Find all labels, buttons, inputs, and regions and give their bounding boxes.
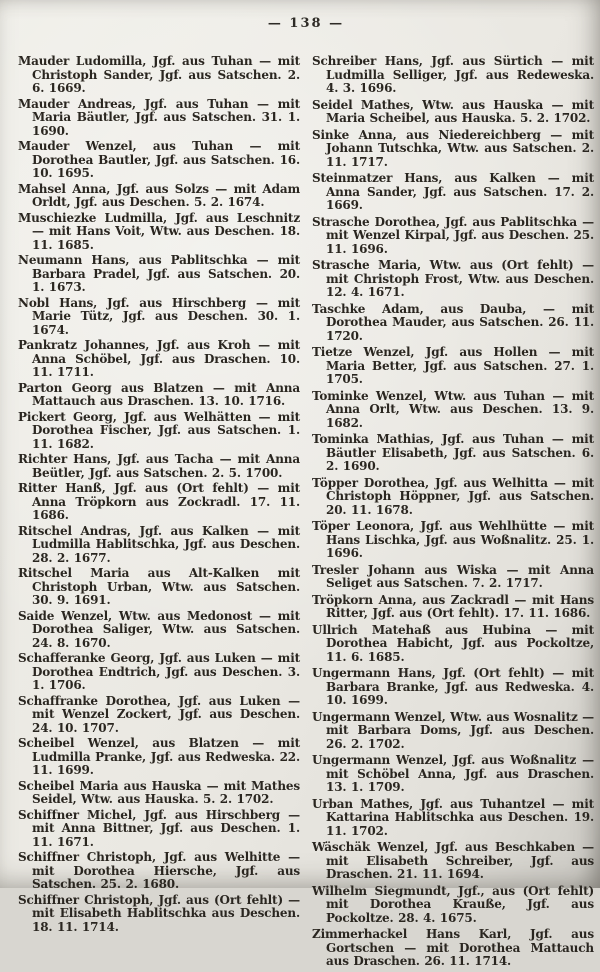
register-entry: Mauder Ludomilla, Jgf. aus Tuhan — mit Christoph Sander, Jgf. aus Satschen. 2. 6. 1669. <box>18 55 300 96</box>
register-entry: Schiffner Christoph, Jgf. aus (Ort fehlt) — mit Elisabeth Hablitschka aus Deschen. 18. 11. 1714. <box>18 894 300 935</box>
register-entry: Pankratz Johannes, Jgf. aus Kroh — mit Anna Schöbel, Jgf. aus Draschen. 10. 11. 1711. <box>18 339 300 380</box>
register-entry: Saide Wenzel, Wtw. aus Medonost — mit Dorothea Saliger, Wtw. aus Satschen. 24. 8. 1670. <box>18 610 300 651</box>
page-number: — 138 — <box>0 16 600 31</box>
register-entry: Strasche Maria, Wtw. aus (Ort fehlt) — mit Christoph Frost, Wtw. aus Deschen. 12. 4. 1671. <box>312 259 594 300</box>
register-entry: Seidel Mathes, Wtw. aus Hauska — mit Maria Scheibel, aus Hauska. 5. 2. 1702. <box>312 99 594 126</box>
register-entry: Ullrich Matehaß aus Hubina — mit Dorothea Habicht, Jgf. aus Pockoltze, 11. 6. 1685. <box>312 624 594 665</box>
register-entry: Scheibel Maria aus Hauska — mit Mathes Seidel, Wtw. aus Hauska. 5. 2. 1702. <box>18 780 300 807</box>
register-entry: Schaffranke Dorothea, Jgf. aus Luken — mit Wenzel Zockert, Jgf. aus Deschen. 24. 10. 1707. <box>18 695 300 736</box>
register-entry: Schiffner Christoph, Jgf. aus Welhitte — mit Dorothea Hiersche, Jgf. aus Satschen. 25. 2. 1680. <box>18 851 300 892</box>
register-entry: Muschiezke Ludmilla, Jgf. aus Leschnitz — mit Hans Voit, Wtw. aus Deschen. 18. 11. 1685. <box>18 212 300 253</box>
register-entry: Ungermann Wenzel, Wtw. aus Wosnalitz — mit Barbara Doms, Jgf. aus Deschen. 26. 2. 1702. <box>312 711 594 752</box>
left-column <box>18 55 300 972</box>
register-entry: Mahsel Anna, Jgf. aus Solzs — mit Adam Orldt, Jgf. aus Deschen. 5. 2. 1674. <box>18 183 300 210</box>
register-entry: Wäschäk Wenzel, Jgf. aus Beschkaben — mit Elisabeth Schreiber, Jgf. aus Draschen. 21. 11. 1694. <box>312 841 594 882</box>
register-entry: Tominka Mathias, Jgf. aus Tuhan — mit Bäutler Elisabeth, Jgf. aus Satschen. 6. 2. 1690. <box>312 433 594 474</box>
register-entry: Strasche Dorothea, Jgf. aus Pablitschka — mit Wenzel Kirpal, Jgf. aus Deschen. 25. 11. 1696. <box>312 216 594 257</box>
register-entry: Tietze Wenzel, Jgf. aus Hollen — mit Maria Better, Jgf. aus Satschen. 27. 1. 1705. <box>312 346 594 387</box>
register-entry: Ungermann Hans, Jgf. (Ort fehlt) — mit Barbara Branke, Jgf. aus Redweska. 4. 10. 1699. <box>312 667 594 708</box>
register-entry: Parton Georg aus Blatzen — mit Anna Mattauch aus Draschen. 13. 10. 1716. <box>18 382 300 409</box>
register-entry: Ritschel Andras, Jgf. aus Kalken — mit Ludmilla Hablitschka, Jgf. aus Deschen. 28. 2. 1677. <box>18 525 300 566</box>
register-entry: Tresler Johann aus Wiska — mit Anna Seliget aus Satschen. 7. 2. 1717. <box>312 564 594 591</box>
register-entry: Urban Mathes, Jgf. aus Tuhantzel — mit Kattarina Hablitschka aus Deschen. 19. 11. 1702. <box>312 798 594 839</box>
register-entry: Neumann Hans, aus Pablitschka — mit Barbara Pradel, Jgf. aus Satschen. 20. 1. 1673. <box>18 254 300 295</box>
register-entry: Wilhelm Siegmundt, Jgf., aus (Ort fehlt) mit Dorothea Krauße, Jgf. aus Pockoltze. 28. 4. 1675. <box>312 885 594 926</box>
register-entry: Tröpkorn Anna, aus Zackradl — mit Hans Ritter, Jgf. aus (Ort fehlt). 17. 11. 1686. <box>312 594 594 621</box>
register-entry: Ritschel Maria aus Alt-Kalken mit Christoph Urban, Wtw. aus Satschen. 30. 9. 1691. <box>18 567 300 608</box>
register-entry: Schafferanke Georg, Jgf. aus Luken — mit Dorothea Endtrich, Jgf. aus Deschen. 3. 1. 1706. <box>18 652 300 693</box>
register-entry: Taschke Adam, aus Dauba, — mit Dorothea Mauder, aus Satschen. 26. 11. 1720. <box>312 303 594 344</box>
register-entry: Schiffner Michel, Jgf. aus Hirschberg — mit Anna Bittner, Jgf. aus Deschen. 1. 11. 1671. <box>18 809 300 850</box>
register-entry: Ungermann Wenzel, Jgf. aus Woßnalitz — mit Schöbel Anna, Jgf. aus Draschen. 13. 1. 1709. <box>312 754 594 795</box>
right-column <box>312 55 594 972</box>
register-entry: Mauder Wenzel, aus Tuhan — mit Dorothea Bautler, Jgf. aus Satschen. 16. 10. 1695. <box>18 140 300 181</box>
register-entry: Zimmerhackel Hans Karl, Jgf. aus Gortschen — mit Dorothea Mattauch aus Draschen. 26. 11. 1714. <box>312 928 594 969</box>
register-entry: Steinmatzer Hans, aus Kalken — mit Anna Sander, Jgf. aus Satschen. 17. 2. 1669. <box>312 172 594 213</box>
register-entry: Töper Leonora, Jgf. aus Wehlhütte — mit Hans Lischka, Jgf. aus Woßnalitz. 25. 1. 1696. <box>312 520 594 561</box>
register-entry: Pickert Georg, Jgf. aus Welhätten — mit Dorothea Fischer, Jgf. aus Satschen. 1. 11. 1682. <box>18 411 300 452</box>
register-entry: Mauder Andreas, Jgf. aus Tuhan — mit Maria Bäutler, Jgf. aus Satschen. 31. 1. 1690. <box>18 98 300 139</box>
register-columns <box>18 55 586 972</box>
register-entry: Scheibel Wenzel, aus Blatzen — mit Ludmilla Pranke, Jgf. aus Redweska. 22. 11. 1699. <box>18 737 300 778</box>
register-entry: Schreiber Hans, Jgf. aus Sürtich — mit Ludmilla Selliger, Jgf. aus Redeweska. 4. 3. 1696. <box>312 55 594 96</box>
register-entry: Sinke Anna, aus Niedereichberg — mit Johann Tutschka, Wtw. aus Satschen. 2. 11. 1717. <box>312 129 594 170</box>
register-entry: Nobl Hans, Jgf. aus Hirschberg — mit Marie Tütz, Jgf. aus Deschen. 30. 1. 1674. <box>18 297 300 338</box>
register-entry: Tominke Wenzel, Wtw. aus Tuhan — mit Anna Orlt, Wtw. aus Deschen. 13. 9. 1682. <box>312 390 594 431</box>
register-entry: Ritter Hanß, Jgf. aus (Ort fehlt) — mit Anna Tröpkorn aus Zockradl. 17. 11. 1686. <box>18 482 300 523</box>
register-entry: Richter Hans, Jgf. aus Tacha — mit Anna Beütler, Jgf. aus Satschen. 2. 5. 1700. <box>18 453 300 480</box>
register-entry: Töpper Dorothea, Jgf. aus Welhitta — mit Christoph Höppner, Jgf. aus Satschen. 20. 11. 1678. <box>312 477 594 518</box>
